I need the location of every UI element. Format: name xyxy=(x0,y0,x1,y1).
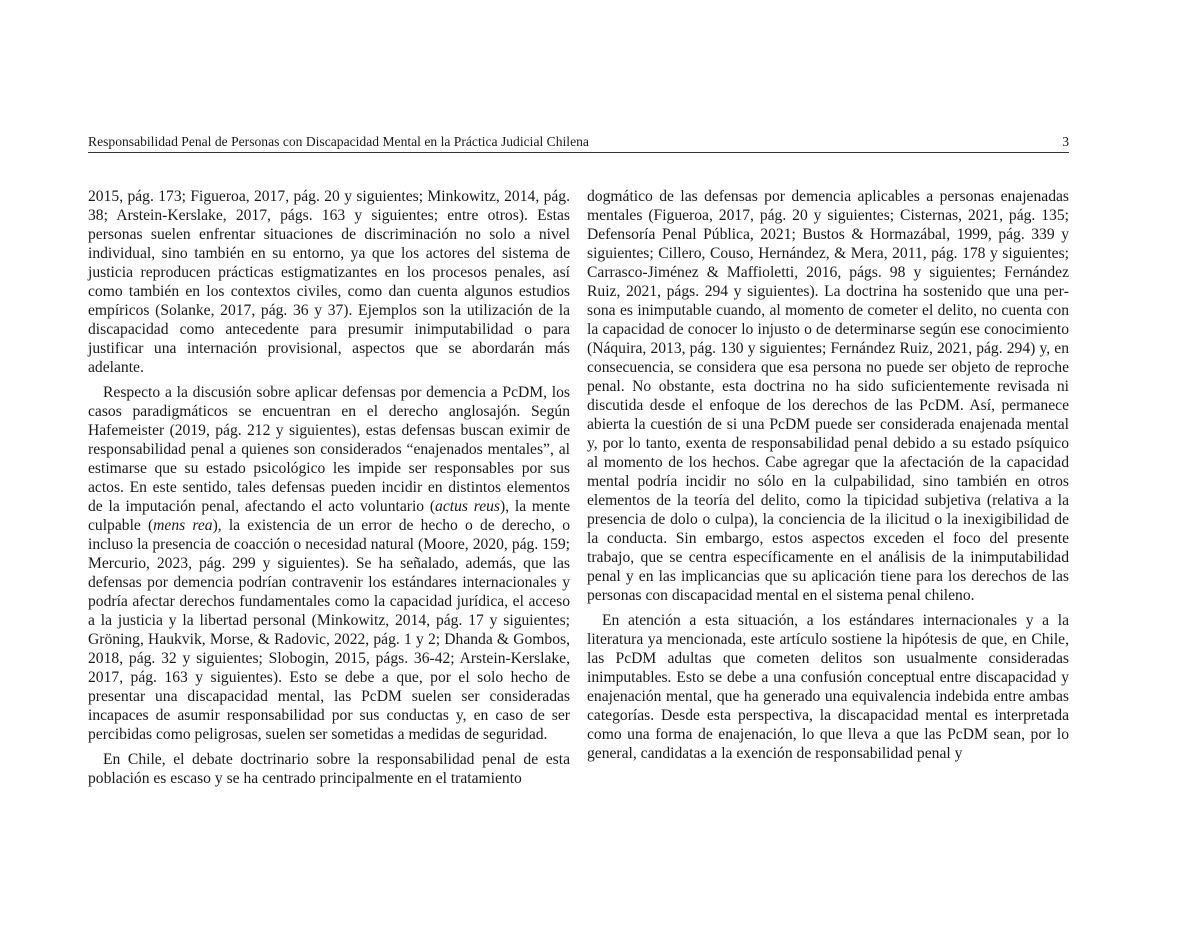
page-number: 3 xyxy=(1062,134,1069,149)
text-segment: dogmático de las defensas por demencia aplicables a personas enajenadas mentales (Figueroa, 2017, pág. 20 y siguientes; Cisternas, 2021, pág. 135; Defensoría Penal Pública, 2021; Bustos & Hormazábal, 1999, pág. 339 y siguientes; Cillero, Couso, Hernández, & Mera, 2011, pág. 178 y siguientes; Carrasco-Jiménez & Maffioletti, 2016, págs. 98 y siguientes; Fernández Ruiz, 2021, págs. 294 y siguientes). La doctrina ha sostenido que una persona es inimputable cuando, al momento de cometer el delito, no cuenta con la capacidad de conocer lo injusto o de determinarse según ese conocimiento (Náquira, 2013, pág. 130 y siguientes; Fernández Ruiz, 2021, pág. 294) y, en consecuencia, se considera que esa persona no puede ser objeto de reproche penal. No obstante, esta doctrina no ha sido suficientemente revisada ni discutida desde el enfoque de los derechos de las PcDM. Así, permanece abierta la cuestión de si una PcDM puede ser considerada enajenada mental y, por lo tanto, exenta de responsabilidad penal debido a su estado psíquico al momento de los hechos. Cabe agregar que la afectación de la capacidad mental podría incidir no sólo en la culpabilidad, sino también en otros elementos de la teoría del delito, como la tipicidad subjetiva (relativa a la presencia de dolo o culpa), la conciencia de la ilicitud o la inexigibilidad de la conducta. Sin embargo, estos aspectos exceden el foco del presente trabajo, que se centra específicamente en el análisis de la inimputabilidad penal y en las implicancias que su aplicación tiene para los derechos de las personas con discapacidad mental en el sistema penal chileno. xyxy=(587,188,1069,604)
text-segment: En atención a esta situación, a los estándares internacionales y a la literatura ya mencionada, este artículo sostiene la hipótesis de que, en Chile, las PcDM adultas que cometen delitos son usualmente consideradas inimputables. Esto se debe a una confusión conceptual entre discapacidad y enajenación mental, que ha generado una equivalencia indebida entre ambas categorías. Desde esta perspectiva, la discapacidad mental es interpretada como una forma de enajenación, lo que lleva a que las PcDM sean, por lo general, candidatas a la exención de responsabilidad penal y xyxy=(587,612,1069,762)
text-segment: Respecto a la discusión sobre aplicar defensas por demencia a PcDM, los casos paradigmáticos se encuentran en el derecho anglosajón. Según Hafemeister (2019, pág. 212 y siguientes), estas defensas buscan eximir de responsabilidad penal a quienes son considerados “enajenados mentales”, al estimarse que su estado psicológico les impide ser responsables por sus actos. En este sentido, tales defensas pueden incidir en distintos elementos de la imputación penal, afectando el acto voluntario ( xyxy=(88,384,570,515)
running-header xyxy=(88,134,1069,153)
right-column xyxy=(587,187,1069,763)
text-segment: 2015, pág. 173; Figueroa, 2017, pág. 20 y siguientes; Minkowitz, 2014, pág. 38; Arstein-Kerslake, 2017, págs. 163 y siguientes; entre otros). Estas personas suelen enfrentar situaciones de discriminación no solo a nivel individual, sino también en su entorno, ya que los actores del sistema de justicia reproducen prácticas estigmatizantes en los procesos penales, así como también en los contextos civiles, como dan cuenta algunos estudios empíricos (Solanke, 2017, pág. 36 y 37). Ejemplos son la utilización de la discapacidad como antecedente para presumir inimputabilidad o para justificar una internación provisional, aspectos que se abordarán más adelante. xyxy=(88,188,570,376)
running-title: Responsabilidad Penal de Personas con Discapacidad Mental en la Práctica Judicial Chilena xyxy=(88,134,589,149)
italic-term-mens-rea: mens rea xyxy=(153,517,213,534)
text-segment: En Chile, el debate doctrinario sobre la responsabilidad penal de esta población es escaso y se ha centrado principalmente en el tratamiento xyxy=(88,751,570,787)
paragraph xyxy=(88,750,570,788)
left-column xyxy=(88,187,570,788)
italic-term-actus-reus: actus reus xyxy=(435,498,501,515)
paragraph xyxy=(587,611,1069,763)
paragraph xyxy=(88,383,570,744)
paragraph xyxy=(88,187,570,377)
text-segment: ), la existencia de un error de hecho o de derecho, o incluso la presencia de coacción o necesidad natural (Moore, 2020, pág. 159; Mercurio, 2023, pág. 299 y siguientes). Se ha señalado, además, que las defensas por demencia podrían contravenir los estándares internacionales y podría afectar derechos fundamentales como la capacidad jurídica, el acceso a la justicia y la libertad personal (Minkowitz, 2014, pág. 17 y siguientes; Gröning, Haukvik, Morse, & Radovic, 2022, pág. 1 y 2; Dhanda & Gombos, 2018, pág. 32 y siguientes; Slobogin, 2015, págs. 36-42; Arstein-Kerslake, 2017, pág. 163 y siguientes). Esto se debe a que, por el solo hecho de presentar una discapacidad mental, las PcDM suelen ser consideradas incapaces de asumir responsabilidad por sus conductas y, en caso de ser percibidas como peligrosas, suelen ser sometidas a medidas de seguridad. xyxy=(88,517,570,743)
text-segment: ), la mente culpable ( xyxy=(88,498,570,534)
paragraph xyxy=(587,187,1069,605)
